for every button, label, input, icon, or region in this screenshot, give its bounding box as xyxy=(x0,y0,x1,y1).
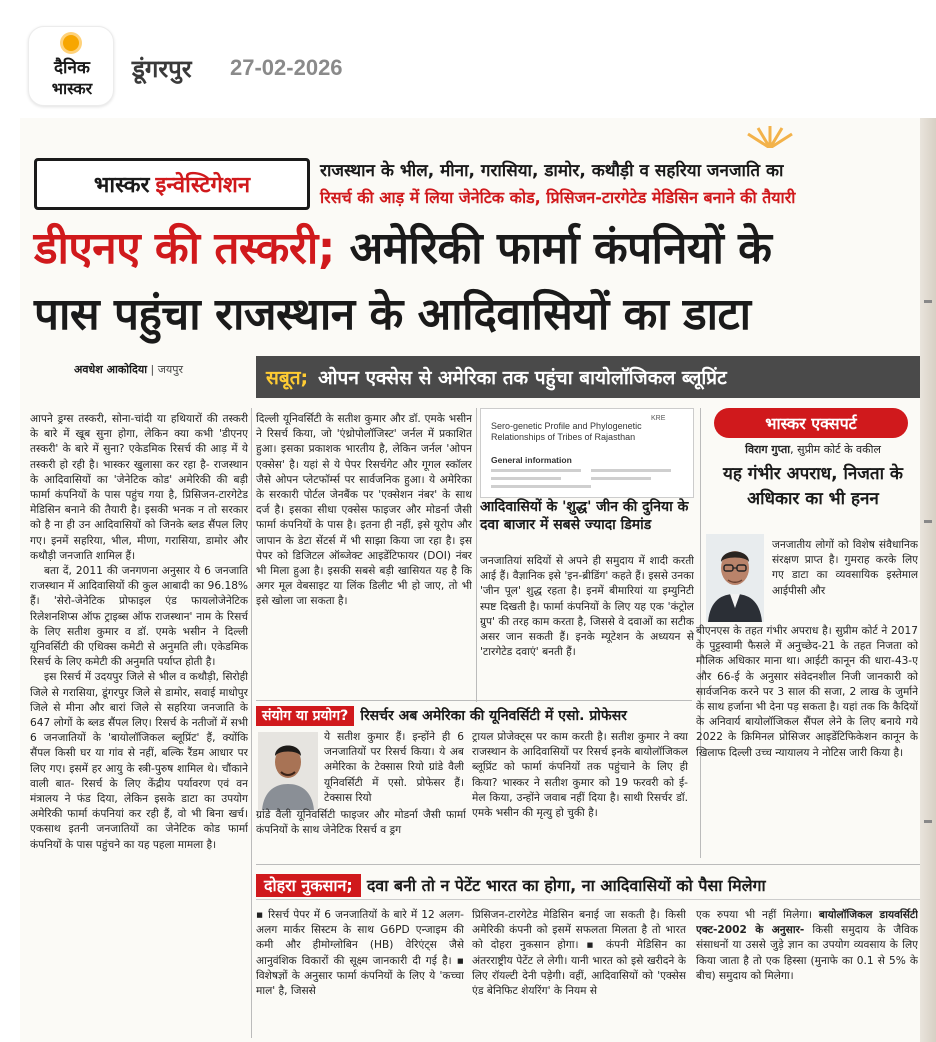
paper-section: General information xyxy=(491,455,572,465)
paragraph: जनजातियां सदियों से अपने ही समुदाय में शादी करती आई हैं। वैज्ञानिक इसे 'इन-ब्रीडिंग' कहते हैं। इससे उनका 'जीन पूल' शुद्ध रहता है। इनमें बीमारियां या इम्युनिटी स्पष्ट दिखती है। फार्मा कंपनियों के लिए यह एक 'कंट्रोल ग्रुप' की तरह काम करता है, जिससे वे दवाओं का सटीक असर जान सकती हैं। इनके म्यूटेशन के अध्ययन से 'टारगेटेड दवाएं' बनती हैं। xyxy=(480,555,694,659)
subsection-heading: आदिवासियों के 'शुद्ध' जीन की दुनिया के दवा बाजार में सबसे ज्यादा डिमांड xyxy=(480,499,689,533)
loss-text: एक रुपया भी नहीं मिलेगा। xyxy=(696,909,813,921)
sun-icon xyxy=(63,35,79,51)
expert-tag: भास्कर एक्सपर्ट xyxy=(714,408,908,438)
coincidence-text: रिसर्चर अब अमेरिका की यूनिवर्सिटी में एसो. प्रोफेसर xyxy=(360,708,627,724)
edge-mark xyxy=(924,300,932,303)
page-edge xyxy=(920,118,936,1042)
edge-mark xyxy=(924,520,932,523)
headline-line1 xyxy=(34,222,771,276)
expert-role: , सुप्रीम कोर्ट के वकील xyxy=(790,443,881,456)
article-column-3 xyxy=(480,554,694,702)
double-loss-banner xyxy=(256,874,920,900)
loss-column-2 xyxy=(472,908,686,1042)
loss-column-1 xyxy=(256,908,464,1042)
edition-date: 27-02-2026 xyxy=(230,55,343,80)
column-divider xyxy=(476,408,477,702)
loss-text: किसी समुदाय के जैविक संसाधनों या उससे जुड़े ज्ञान का उपयोग व्यवसाय के लिए किया जाता है तो एक हिस्सा (मुनाफे का 0.1 से 5% के बीच) समुदाय को मिलेगा। xyxy=(696,924,918,982)
double-loss-text: दवा बनी तो न पेटेंट भारत का होगा, ना आदिवासियों को पैसा मिलेगा xyxy=(366,876,766,895)
expert-column-1 xyxy=(772,538,918,624)
kicker-line2: रिसर्च की आड़ में लिया जेनेटिक कोड, प्रिसिजन-टारगेटेड मेडिसिन बनाने की तैयारी xyxy=(320,188,796,207)
logo-line2: भास्कर xyxy=(51,79,93,98)
evidence-text: ओपन एक्सेस से अमेरिका तक पहुंचा बायोलॉजिकल ब्लूप्रिंट xyxy=(318,367,727,389)
headline-black: अमेरिकी फार्मा कंपनियों के xyxy=(334,223,772,274)
edition-city: डूंगरपुर xyxy=(132,55,192,83)
publisher-logo: KRE xyxy=(651,415,666,422)
evidence-banner xyxy=(256,356,920,398)
paragraph: प्रिसिजन-टारगेटेड मेडिसिन बनाई जा सकती है। किसी अमेरिकी कंपनी को इसमें सफलता मिलता है तो भारत को दोहरा नुकसान होगा। ▪ कंपनी मेडिसिन का अंतरराष्ट्रीय पेटेंट ले लेगी। यानी भारत को इसे खरीदने के लिए रॉयल्टी देनी पड़ेगी। वहीं, आदिवासियों को 'एक्सेस एंड बेनिफिट शेयरिंग' के नियम से xyxy=(472,909,686,998)
paper-title: Sero-genetic Profile and Phylogenetic Relationships of Tribes of Rajasthan xyxy=(491,421,642,442)
headline-red: डीएनए की तस्करी; xyxy=(34,223,335,274)
researcher-column-2 xyxy=(256,808,466,858)
paragraph: दिल्ली यूनिवर्सिटी के सतीश कुमार और डॉ. एमके भसीन ने रिसर्च किया, जो 'एंथ्रोपोलॉजिस्ट' जर्नल में प्रकाशित हुआ। इसका प्रकाशक भारतीय है, लेकिन जर्नल 'ओपन एक्सेस' है। यहां से ये पेपर रिसर्चगेट और गूगल स्कॉलर जैसे ओपन प्लेटफॉर्म्स पर सार्वजनिक हुआ। ये अमेरिका के सरकारी पोर्टल जेनबैंक पर 'एक्सेशन नंबर' के साथ दर्ज है। इसका सीधा एक्सेस फाइजर और मोडर्ना जैसी फार्मा कंपनियों के पास है। इतना ही नहीं, इसे यूरोप और जापान के डेटा सेंटर्स में भी साझा किया जा रहा है। इस पेपर को डिजिटल ऑब्जेक्ट आइडेंटिफायर (DOI) नंबर भी मिला हुआ है। इसकी सबसे बड़ी खासियत यह है कि अगर मूल वेबसाइट या लिंक डिलीट भी हो जाए, तो भी इसे खोला जा सकता है। xyxy=(256,413,472,608)
paragraph: ये सतीश कुमार हैं। इन्होंने ही 6 जनजातियों पर रिसर्च किया। ये अब अमेरिका के टेक्सास रियो ग्रांडे वैली यूनिवर्सिटी में एसो. प्रोफेसर हैं। टेक्सास रियो xyxy=(324,731,464,804)
paragraph: ग्रांडे वैली यूनिवर्सिटी फाइजर और मोडर्ना जैसी फार्मा कंपनियों के साथ जेनेटिक रिसर्च व ड्रग xyxy=(256,809,466,837)
article-column-1 xyxy=(30,412,248,1036)
expert-column-2 xyxy=(696,624,918,874)
coincidence-banner xyxy=(256,706,688,728)
researcher-photo xyxy=(258,732,318,810)
top-bar xyxy=(0,0,936,118)
paragraph: ट्रायल प्रोजेक्ट्स पर काम करती है। सतीश कुमार ने क्या राजस्थान के आदिवासियों पर रिसर्च इनके बायोलॉजिकल ब्लूप्रिंट को फार्मा कंपनियों तक पहुंचाने के लिए ही किया? भास्कर ने सतीश कुमार को 19 फरवरी को ई-मेल किया, उन्होंने जवाब नहीं दिया है। साथी रिसर्चर डॉ. एमके भसीन की मृत्यु हो चुकी है। xyxy=(472,731,688,820)
byline xyxy=(74,362,183,377)
investigation-tag-label: इन्वेस्टिगेशन xyxy=(155,173,251,198)
byline-place: | जयपुर xyxy=(147,363,184,376)
investigation-tag-brand: भास्कर xyxy=(93,173,150,198)
loss-column-3 xyxy=(696,908,918,1042)
expert-person: विराग गुप्ता xyxy=(745,443,791,456)
law-reference: बायोलॉजिकल डायवर्सिटी एक्ट-2002 के अनुसार- xyxy=(696,909,918,937)
headline-line2: पास पहुंचा राजस्थान के आदिवासियों का डाटा xyxy=(34,289,751,340)
paper-row xyxy=(591,477,651,480)
coincidence-label: संयोग या प्रयोग? xyxy=(256,706,354,726)
researcher-column-3 xyxy=(472,730,688,858)
paragraph: आपने ड्रग्स तस्करी, सोना-चांदी या हथियारों की तस्करी के बारे में खूब सुना होगा, लेकिन क्या कभी 'डीएनए तस्करी' के बारे में सुना? एकेडमिक रिसर्च की आड़ में ये तस्करी हो रही है। भास्कर खुलासा कर रहा है- राजस्थान के आदिवासियों का 'जेनेटिक कोड' अमेरिकी की बड़ी फार्मा कंपनियों के पास पहुंच गया है, प्रिसिजन-टारगेटेड मेडिसिन बनाने की तैयारी है। इसकी भनक न तो सरकार को है ना ही उन आदिवासियों को जिनके ब्लड सैंपल लिए गए। इनमें सहरिया, भील, मीणा, गरासिया, डामोर और कथौड़ी जनजाति शामिल हैं। xyxy=(30,413,248,562)
research-paper-screenshot xyxy=(480,408,694,498)
article-column-2 xyxy=(256,412,472,692)
paper-row xyxy=(491,477,561,480)
logo-line1: दैनिक xyxy=(54,58,90,78)
paper-row xyxy=(491,485,591,488)
dainik-bhaskar-logo[interactable] xyxy=(28,26,114,106)
paragraph: जनजातीय लोगों को विशेष संवैधानिक संरक्षण प्राप्त है। गुमराह करके लिए गए डाटा का व्यवसायिक इस्तेमाल आईपीसी और xyxy=(772,539,918,597)
expert-photo xyxy=(706,534,764,622)
paragraph: बीएनएस के तहत गंभीर अपराध है। सुप्रीम कोर्ट ने 2017 के पुट्टस्वामी फैसले में अनुच्छेद-21 के तहत निजता को मौलिक अधिकार माना था। आईटी कानून की धारा-43-ए और 66-ई के अनुसार संवेदनशील निजी जानकारी को सार्वजनिक करने पर 3 साल की सजा, 2 लाख के जुर्माने के साथ हर्जाना भी देना पड़ सकता है। यहां तक कि कैदियों के अनिवार्य बायोलॉजिकल सैंपल लेने के लिए बनाये गये 2022 के क्रिमिनल प्रोसिजर आइडेंटिफिकेशन कानून के खिलाफ दिल्ली उच्च न्यायालय ने नोटिस जारी किया है। xyxy=(696,625,918,759)
paper-row xyxy=(491,469,581,472)
person-icon xyxy=(706,534,764,622)
kicker-line1: राजस्थान के भील, मीना, गरासिया, डामोर, कथौड़ी व सहरिया जनजाति का xyxy=(320,161,784,181)
expert-name xyxy=(710,442,916,457)
paragraph xyxy=(696,908,918,984)
edge-mark xyxy=(924,820,932,823)
paragraph: ▪ रिसर्च पेपर में 6 जनजातियों के बारे में 12 अलग-अलग मार्कर सिस्टम के साथ G6PD एन्जाइम की कमी और हीमोग्लोबिन (HB) वेरिएंट्स जैसे आनुवंशिक विकारों की सूक्ष्म जानकारी दी गई है। ▪ विशेषज्ञों के अनुसार फार्मा कंपनियों के लिए ये 'कच्चा माल' है, जिससे xyxy=(256,909,464,998)
investigation-tag xyxy=(34,158,310,210)
sunburst-decoration xyxy=(720,118,820,148)
column-divider xyxy=(251,408,252,1038)
paragraph: बता दें, 2011 की जनगणना अनुसार ये 6 जनजाति राजस्थान में आदिवासियों की कुल आबादी का 96.18% हैं। 'सेरो-जेनेटिक प्रोफाइल एंड फायलोजेनेटिक रिलेशनशिप्स ऑफ ट्राइब्स ऑफ राजस्थान' नाम के रिसर्च के लिए सतीश कुमार व डॉ. एमके भसीन ने दिल्ली यूनिवर्सिटी की एथिक्स कमेटी से अनुमति ली। एकेडमिक रिसर्च के लिए कमेटी की अनुमति पर्याप्त होती है। xyxy=(30,565,248,669)
person-icon xyxy=(258,732,318,810)
newspaper-clipping xyxy=(20,118,920,1042)
byline-author: अवधेश आकोदिया xyxy=(74,363,148,376)
paragraph: इस रिसर्च में उदयपुर जिले से भील व कथौड़ी, सिरोही जिले से गरासिया, डूंगरपुर जिले से डामोर, सवाई माधोपुर जिले से मीना और बारां जिले से सहरिया जनजाति के 647 लोगों के ब्लड सैंपल लिए। रिसर्च के नतीजों में सभी 6 जनजातियों के 'बायोलॉजिकल ब्लूप्रिंट' हैं, क्योंकि सैंपल किसी घर या गांव से नहीं, बल्कि रैंडम आधार पर लिए गए। इसमें हर आयु के स्त्री-पुरुष शामिल थे। चौंकाने वाली बात- रिसर्च के लिए केंद्रीय पर्यावरण एवं वन मंत्रालय ने फंड दिया, लेकिन इसके डाटा का उपयोग अमेरिकी फार्मा कंपनियां कर रही हैं, वो भी बिना खर्च। एकसाथ इतनी जनजातियों का जेनेटिक कोड फार्मा कंपनियों के पास पहुंचने का यह पहला मामला है। xyxy=(30,671,248,851)
double-loss-label: दोहरा नुकसान; xyxy=(256,874,361,897)
evidence-label: सबूत; xyxy=(266,367,309,389)
expert-headline: यह गंभीर अपराध, निजता के अधिकार का भी हनन xyxy=(723,464,903,509)
paper-row xyxy=(591,469,671,472)
